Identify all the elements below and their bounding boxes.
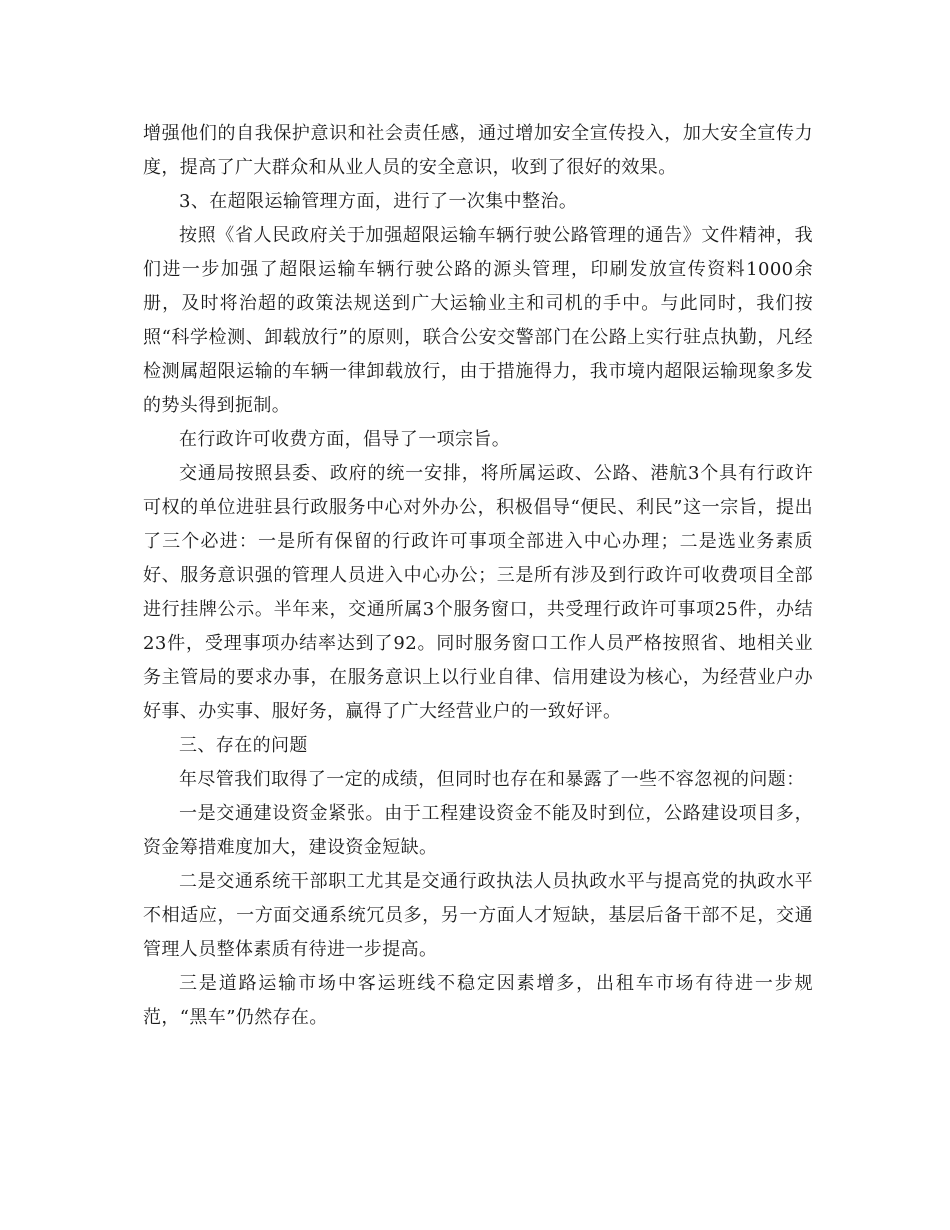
document-body bbox=[143, 117, 813, 1035]
paragraph-5: 交通局按照县委、政府的统一安排，将所属运政、公路、港航3个具有行政许可权的单位进驻县行政服务中心对外办公，积极倡导“便民、利民”这一宗旨，提出了三个必进：一是所有保留的行政许可事项全部进入中心办理；二是选业务素质好、服务意识强的管理人员进入中心办公；三是所有涉及到行政许可收费项目全部进行挂牌公示。半年来，交通所属3个服务窗口，共受理行政许可事项25件，办结23件，受理事项办结率达到了92。同时服务窗口工作人员严格按照省、地相关业务主管局的要求办事，在服务意识上以行业自律、信用建设为核心，为经营业户办好事、办实事、服好务，赢得了广大经营业户的一致好评。 bbox=[143, 463, 813, 722]
paragraph-1: 增强他们的自我保护意识和社会责任感，通过增加安全宣传投入，加大安全宣传力度，提高了广大群众和从业人员的安全意识，收到了很好的效果。 bbox=[143, 123, 813, 178]
paragraph-2: 3、在超限运输管理方面，进行了一次集中整治。 bbox=[179, 191, 578, 212]
paragraph-10: 三是道路运输市场中客运班线不稳定因素增多，出租车市场有待进一步规范，“黑车”仍然存在。 bbox=[143, 973, 813, 1028]
section-heading-problems: 三、存在的问题 bbox=[179, 735, 308, 756]
paragraph-4: 在行政许可收费方面，倡导了一项宗旨。 bbox=[179, 429, 511, 450]
paragraph-9: 二是交通系统干部职工尤其是交通行政执法人员执政水平与提高党的执政水平不相适应，一方面交通系统冗员多，另一方面人才短缺，基层后备干部不足，交通管理人员整体素质有待进一步提高。 bbox=[143, 871, 813, 960]
paragraph-8: 一是交通建设资金紧张。由于工程建设资金不能及时到位，公路建设项目多，资金筹措难度加大，建设资金短缺。 bbox=[143, 803, 813, 858]
paragraph-3: 按照《省人民政府关于加强超限运输车辆行驶公路管理的通告》文件精神，我们进一步加强了超限运输车辆行驶公路的源头管理，印刷发放宣传资料1000余册，及时将治超的政策法规送到广大运输业主和司机的手中。与此同时，我们按照“科学检测、卸载放行”的原则，联合公安交警部门在公路上实行驻点执勤，凡经检测属超限运输的车辆一律卸载放行，由于措施得力，我市境内超限运输现象多发的势头得到扼制。 bbox=[143, 225, 813, 416]
paragraph-7: 年尽管我们取得了一定的成绩，但同时也存在和暴露了一些不容忽视的问题： bbox=[179, 769, 805, 790]
